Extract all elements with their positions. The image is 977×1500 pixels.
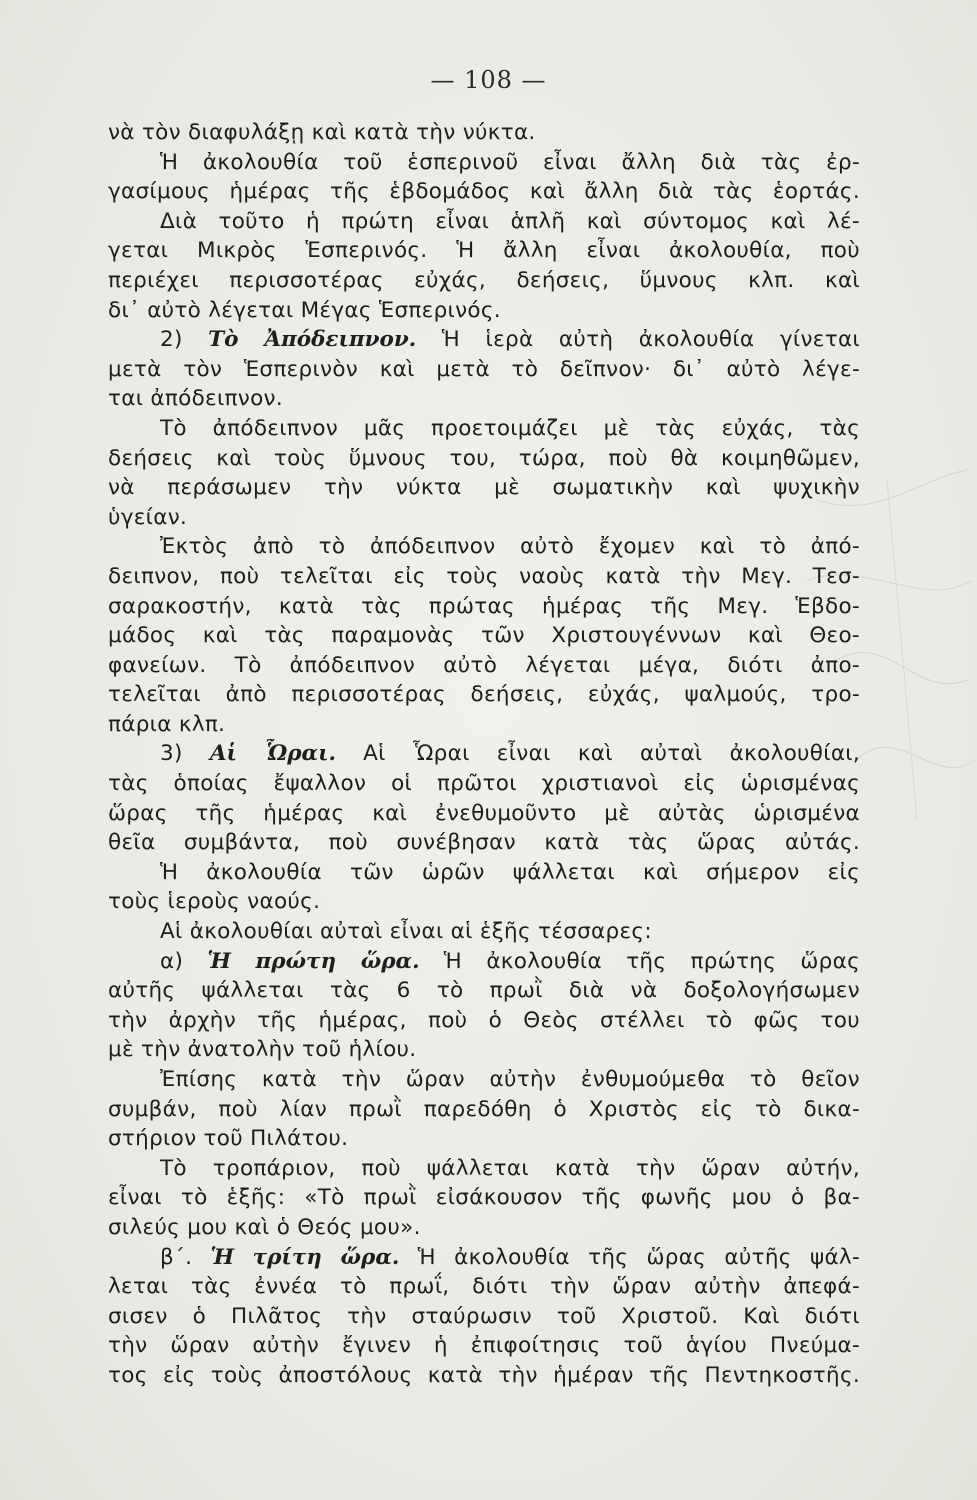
line-text: Ἡ ἀκολουθία τῆς πρώτης ὥρας	[419, 948, 860, 974]
text-line: στήριον τοῦ Πιλάτου.	[108, 1126, 349, 1152]
text-line: δειπνον, ποὺ τελεῖται εἰς τοὺς ναοὺς κατὰ τὴν Μεγ. Τεσ-	[108, 563, 860, 589]
text-line: σισεν ὁ Πιλᾶτος τὴν σταύρωσιν τοῦ Χριστοῦ. Καὶ διότι	[108, 1303, 860, 1329]
text-line	[108, 947, 860, 977]
text-line: περιέχει περισσοτέρας εὐχάς, δεήσεις, ὕμνους κλπ. καὶ	[108, 267, 860, 293]
text-line: νὰ περάσωμεν τὴν νύκτα μὲ σωματικὴν καὶ ψυχικὴν	[108, 475, 860, 501]
text-line	[108, 739, 860, 769]
section-number: α)	[160, 948, 208, 974]
text-line: Τὸ ἀπόδειπνον μᾶς προετοιμάζει μὲ τὰς εὐχάς, τὰς	[160, 415, 860, 441]
text-line: δι᾿ αὐτὸ λέγεται Μέγας Ἑσπερινός.	[108, 297, 501, 323]
line-text: Ἡ ἀκολουθία τῆς ὥρας αὐτῆς ψάλ-	[399, 1244, 860, 1270]
text-line: Αἱ ἀκολουθίαι αὐταὶ εἶναι αἱ ἑξῆς τέσσαρες:	[160, 919, 652, 945]
text-line: τος εἰς τοὺς ἀποστόλους κατὰ τὴν ἡμέραν τῆς Πεντηκοστῆς.	[108, 1362, 860, 1388]
text-line: νὰ τὸν διαφυλάξῃ καὶ κατὰ τὴν νύκτα.	[108, 120, 536, 145]
section-heading: Τὸ Ἀπόδειπνον.	[208, 327, 417, 353]
section-heading: Ἡ τρίτη ὥρα.	[210, 1244, 400, 1270]
text-line: θεῖα συμβάντα, ποὺ συνέβησαν κατὰ τὰς ὥρας αὐτάς.	[108, 830, 860, 856]
section-heading: Ἡ πρώτη ὥρα.	[207, 948, 420, 974]
text-line: μετὰ τὸν Ἑσπερινὸν καὶ μετὰ τὸ δεῖπνον· δι᾿ αὐτὸ λέγε-	[108, 356, 860, 382]
text-line: Ἡ ἀκολουθία τῶν ὡρῶν ψάλλεται καὶ σήμερον εἰς	[160, 859, 860, 885]
text-line: Τὸ τροπάριον, ποὺ ψάλλεται κατὰ τὴν ὥραν αὐτήν,	[160, 1155, 860, 1181]
text-line: πάρια κλπ.	[108, 711, 226, 737]
text-line: τὴν ὥραν αὐτὴν ἔγινεν ἡ ἐπιφοίτησις τοῦ ἁγίου Πνεύμα-	[108, 1333, 860, 1359]
text-line: φανείων. Τὸ ἀπόδειπνον αὐτὸ λέγεται μέγα, διότι ἀπο-	[108, 652, 860, 678]
text-line: ται ἀπόδειπνον.	[108, 386, 283, 412]
text-line: εἶναι τὸ ἑξῆς: «Τὸ πρωῒ εἰσάκουσον τῆς φωνῆς μου ὁ βα-	[108, 1185, 860, 1211]
line-text: Ἡ ἱερὰ αὐτὴ ἀκολουθία γίνεται	[416, 327, 860, 353]
text-line: τοὺς ἱεροὺς ναούς.	[108, 889, 321, 915]
text-line: γασίμους ἡμέρας τῆς ἑβδομάδος καὶ ἄλλη διὰ τὰς ἑορτάς.	[108, 179, 860, 205]
text-line: μάδος καὶ τὰς παραμονὰς τῶν Χριστουγέννων καὶ Θεο-	[108, 623, 860, 649]
text-line: Ἡ ἀκολουθία τοῦ ἑσπερινοῦ εἶναι ἄλλη διὰ τὰς ἐρ-	[160, 149, 860, 175]
line-text: Αἱ Ὧραι εἶναι καὶ αὐταὶ ἀκολουθίαι,	[335, 741, 860, 767]
text-line: σαρακοστήν, κατὰ τὰς πρώτας ἡμέρας τῆς Μεγ. Ἑβδο-	[108, 593, 860, 619]
text-line: τὰς ὁποίας ἔψαλλον οἱ πρῶτοι χριστιανοὶ εἰς ὡρισμένας	[108, 771, 860, 797]
text-line	[108, 325, 860, 355]
section-number: 3)	[160, 741, 210, 767]
text-line: Διὰ τοῦτο ἡ πρώτη εἶναι ἁπλῆ καὶ σύντομος καὶ λέ-	[160, 208, 860, 234]
section-number: β΄.	[160, 1244, 211, 1270]
text-line: αὐτῆς ψάλλεται τὰς 6 τὸ πρωῒ διὰ νὰ δοξολογήσωμεν	[108, 978, 860, 1004]
text-line: τελεῖται ἀπὸ περισσοτέρας δεήσεις, εὐχάς, ψαλμούς, τρο-	[108, 682, 860, 708]
section-heading: Αἱ Ὧραι.	[209, 741, 336, 767]
text-line: ὥρας τῆς ἡμέρας καὶ ἐνεθυμοῦντο μὲ αὐτὰς ὡρισμένα	[108, 800, 860, 826]
body-text	[108, 118, 860, 1391]
text-line: λεται τὰς ἐννέα τὸ πρωΐ, διότι τὴν ὥραν αὐτὴν ἀπεφά-	[108, 1274, 860, 1300]
text-line: δεήσεις καὶ τοὺς ὕμνους του, τώρα, ποὺ θὰ κοιμηθῶμεν,	[108, 445, 860, 471]
text-line: ὑγείαν.	[108, 504, 188, 530]
page-number: — 108 —	[430, 66, 547, 94]
text-line: συμβάν, ποὺ λίαν πρωῒ παρεδόθη ὁ Χριστὸς εἰς τὸ δικα-	[108, 1096, 860, 1122]
text-line: μὲ τὴν ἀνατολὴν τοῦ ἡλίου.	[108, 1037, 417, 1063]
text-line	[108, 1243, 860, 1273]
text-line: Ἐπίσης κατὰ τὴν ὥραν αὐτὴν ἐνθυμούμεθα τὸ θεῖον	[160, 1067, 860, 1092]
text-line: γεται Μικρὸς Ἑσπερινός. Ἡ ἄλλη εἶναι ἀκολουθία, ποὺ	[108, 238, 860, 264]
text-line: σιλεύς μου καὶ ὁ Θεός μου».	[108, 1214, 421, 1240]
section-number: 2)	[160, 327, 209, 353]
text-line: τὴν ἀρχὴν τῆς ἡμέρας, ποὺ ὁ Θεὸς στέλλει τὸ φῶς του	[108, 1007, 860, 1033]
text-line: Ἐκτὸς ἀπὸ τὸ ἀπόδειπνον αὐτὸ ἔχομεν καὶ τὸ ἀπό-	[160, 534, 860, 560]
